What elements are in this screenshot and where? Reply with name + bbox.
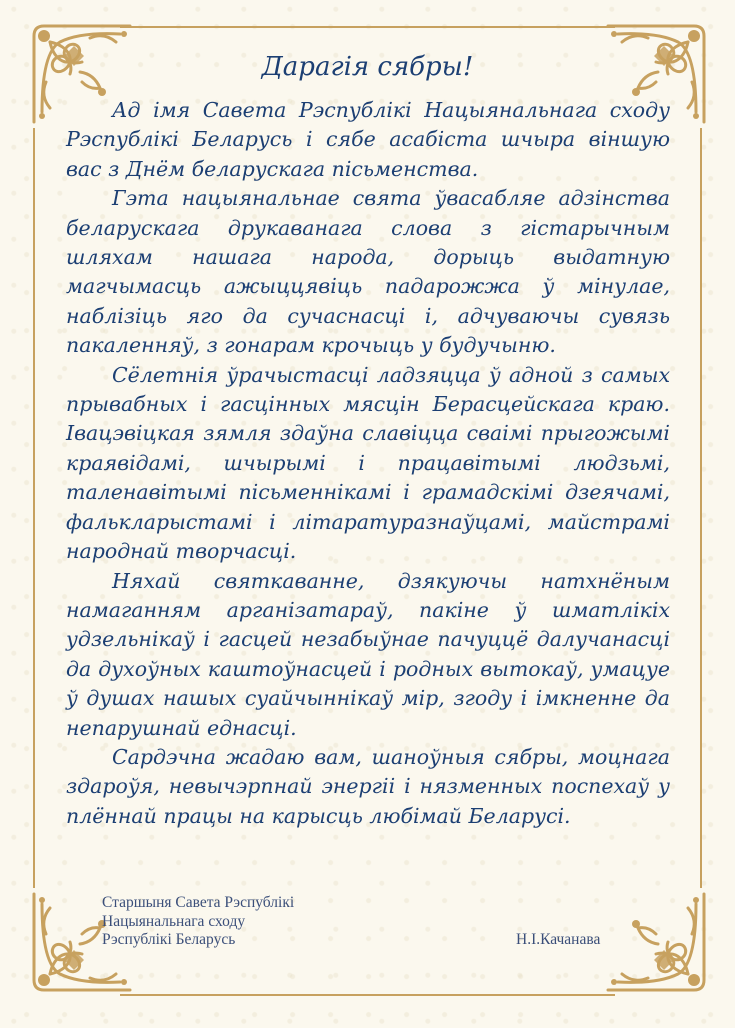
letter-greeting: Дарагія сябры! bbox=[261, 52, 474, 82]
signature-position bbox=[102, 894, 294, 950]
letter-paragraph: Гэта нацыянальнае свята ўвасабляе адзінства беларускага друкаванага слова з гістарычным шляхам нашага народа, дорыць выдатную магчымасць ажыццявіць падарожжа ў мінулае, наблізіць яго да сучаснасці і, адчуваючы сувязь пакаленняў, з гонарам крочыць у будучыню. bbox=[66, 186, 670, 358]
signature-position-line: Рэспублікі Беларусь bbox=[102, 931, 236, 948]
letter-paragraph: Няхай святкаванне, дзякуючы натхнёным намаганням арганізатараў, пакіне ў шматлікіх удзельнікаў і гасцей незабыўнае пачуццё далучанасці да духоўных каштоўнасцей і родных вытокаў, умацуе ў душах нашых суайчыннікаў мір, згоду і імкненне да непарушнай еднасці. bbox=[66, 568, 670, 740]
letter-paragraph: Ад імя Савета Рэспублікі Нацыянальнага сходу Рэспублікі Беларусь і сябе асабіста шчыра віншую вас з Днём беларускага пісьменства. bbox=[66, 98, 670, 181]
frame-right-line bbox=[700, 128, 702, 888]
frame-left-line bbox=[33, 128, 35, 888]
letter-paragraph: Сардэчна жадаю вам, шаноўныя сябры, моцнага здароўя, невычэрпнай энергіі і нязменных поспехаў у плённай працы на карысць любімай Беларусі. bbox=[66, 744, 670, 828]
letter-body bbox=[66, 96, 670, 831]
letter-paragraph: Сёлетнія ўрачыстасці ладзяцца ў адной з самых прывабных і гасцінных мясцін Берасцейскага краю. Івацэвіцкая зямля здаўна славіцца сваімі прыгожымі краявідамі, шчырымі і працавітымі людзьмі, таленавітымі пісьменнікамі і грамадскімі дзеячамі, фалькларыстамі і літаратуразнаўцамі, майстрамі народнай творчасці. bbox=[66, 362, 670, 564]
corner-ornament-icon bbox=[598, 884, 718, 1004]
frame-bottom-line bbox=[120, 994, 615, 996]
frame-top-line bbox=[120, 26, 615, 28]
signature-name: Н.І.Качанава bbox=[516, 931, 601, 948]
signature-position-line: Нацыянальнага сходу bbox=[102, 912, 246, 930]
signature-position-line: Старшыня Савета Рэспублікі bbox=[102, 894, 295, 911]
